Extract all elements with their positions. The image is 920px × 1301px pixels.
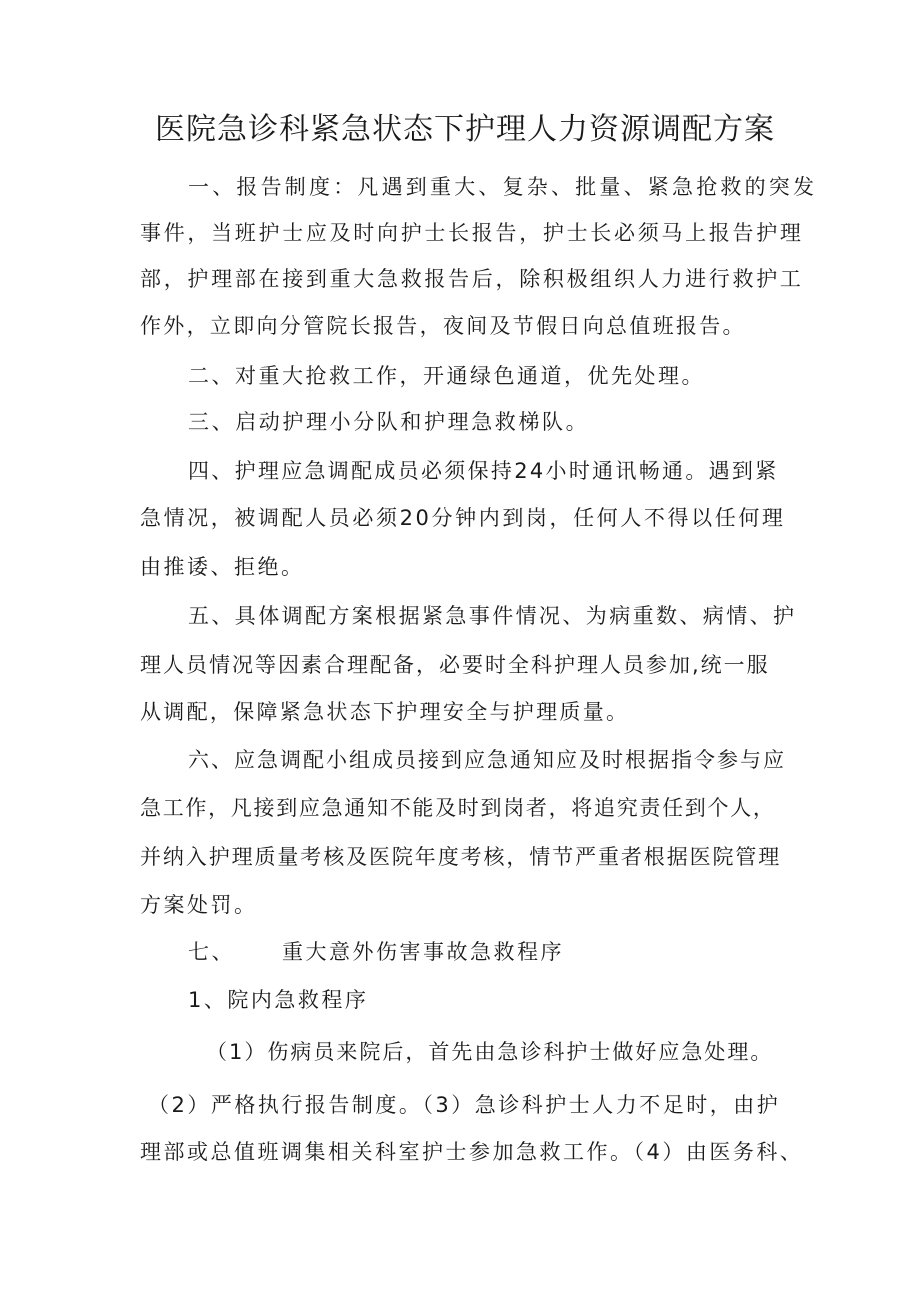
text-line: 理部或总值班调集相关科室护士参加急救工作。（4）由医务科、 [140,1140,804,1164]
text-line: 由推诿、拒绝。 [140,555,305,579]
section-number: 七、 [188,940,235,964]
document-title: 医院急诊科紧急状态下护理人力资源调配方案 [155,112,775,147]
text-line: 急工作，凡接到应急通知不能及时到岗者，将追究责任到个人， [140,796,776,820]
text-line: 理人员情况等因素合理配备，必要时全科护理人员参加,统一服 [140,653,770,677]
text-line: 事件，当班护士应及时向护士长报告，护士长必须马上报告护理 [140,221,804,245]
section-heading: 重大意外伤害事故急救程序 [282,940,564,964]
text-line: 六、应急调配小组成员接到应急通知应及时根据指令参与应 [188,748,786,772]
text-line: 二、对重大抢救工作，开通绿色通道，优先处理。 [188,364,705,388]
text-line: 并纳入护理质量考核及医院年度考核，情节严重者根据医院管理 [140,845,782,869]
text-line: 一、报告制度：凡遇到重大、复杂、批量、紧急抢救的突发 [188,175,818,199]
subsection-heading: 1、院内急救程序 [188,988,369,1012]
text-line: 急情况，被调配人员必须20分钟内到岗，任何人不得以任何理 [140,506,786,530]
text-line: 作外，立即向分管院长报告，夜间及节假日向总值班报告。 [140,314,746,338]
text-line: 五、具体调配方案根据紧急事件情况、为病重数、病情、护 [188,604,797,628]
text-line: 四、护理应急调配成员必须保持24小时通讯畅通。遇到紧 [188,459,779,483]
text-line: 从调配，保障紧急状态下护理安全与护理质量。 [140,700,630,724]
text-line: 方案处罚。 [140,893,258,917]
text-line: 部，护理部在接到重大急救报告后，除积极组织人力进行救护工 [140,267,804,291]
text-line: （2）严格执行报告制度。（3）急诊科护士人力不足时，由护 [148,1093,781,1117]
text-line: 三、启动护理小分队和护理急救梯队。 [188,410,590,434]
text-line: （1）伤病员来院后，首先由急诊科护士做好应急处理。 [206,1040,774,1064]
